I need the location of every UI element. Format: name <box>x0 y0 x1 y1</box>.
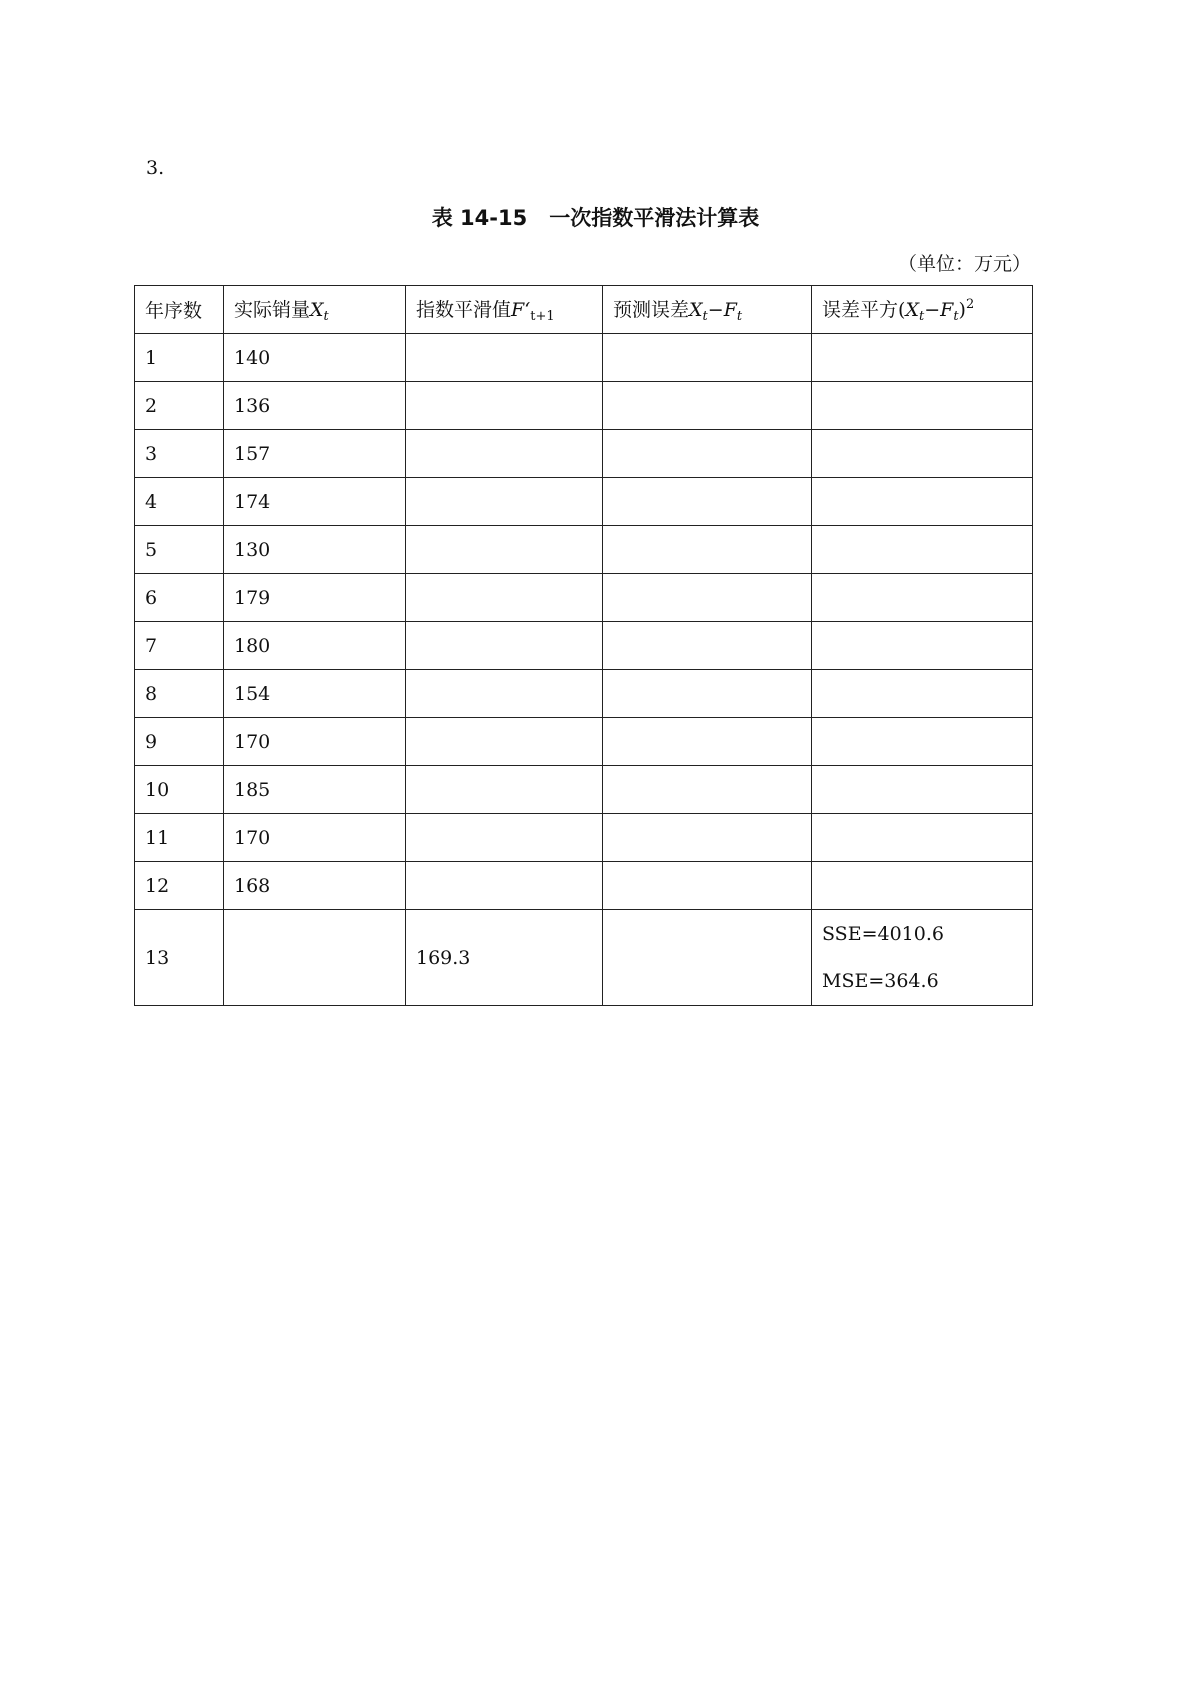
table-row <box>135 862 1033 910</box>
table-row <box>135 622 1033 670</box>
cell-year: 11 <box>135 814 224 862</box>
cell-sq-error <box>812 622 1033 670</box>
header-forecast-error: 预测误差$X_t-F_t$ <box>603 286 812 334</box>
cell-year: 4 <box>135 478 224 526</box>
table-header-row <box>135 286 1033 334</box>
header-year: 年序数 <box>135 286 224 334</box>
cell-sq-error <box>812 574 1033 622</box>
cell-year: 8 <box>135 670 224 718</box>
cell-year: 2 <box>135 382 224 430</box>
cell-sq-error <box>812 526 1033 574</box>
cell-smoothed <box>406 478 603 526</box>
table-title <box>0 202 1191 232</box>
cell-error <box>603 430 812 478</box>
header-squared-error: 误差平方$(X_t-F_t)^2$ <box>812 286 1033 334</box>
cell-smoothed <box>406 718 603 766</box>
cell-error <box>603 478 812 526</box>
cell-error <box>603 670 812 718</box>
cell-sq-error <box>812 478 1033 526</box>
table-row <box>135 670 1033 718</box>
calculation-table <box>134 285 1033 1006</box>
cell-sq-error <box>812 862 1033 910</box>
cell-year: 12 <box>135 862 224 910</box>
cell-error <box>603 622 812 670</box>
cell-sq-error <box>812 766 1033 814</box>
cell-sq-error <box>812 718 1033 766</box>
table-row <box>135 430 1033 478</box>
header-actual-sales: 实际销量$X_t$ <box>224 286 406 334</box>
cell-smoothed <box>406 862 603 910</box>
sse-value: SSE=4010.6 <box>822 922 944 945</box>
cell-actual: 180 <box>224 622 406 670</box>
cell-actual: 170 <box>224 718 406 766</box>
cell-smoothed <box>406 430 603 478</box>
mse-value: MSE=364.6 <box>822 969 939 992</box>
cell-smoothed <box>406 670 603 718</box>
cell-smoothed <box>406 334 603 382</box>
cell-error <box>603 862 812 910</box>
table-row <box>135 718 1033 766</box>
cell-error <box>603 526 812 574</box>
table-row <box>135 814 1033 862</box>
table-row <box>135 766 1033 814</box>
cell-year: 6 <box>135 574 224 622</box>
cell-sq-error <box>812 430 1033 478</box>
table-row <box>135 334 1033 382</box>
cell-smoothed <box>406 814 603 862</box>
cell-year: 10 <box>135 766 224 814</box>
table-row-summary <box>135 910 1033 1006</box>
cell-actual: 174 <box>224 478 406 526</box>
cell-smoothed <box>406 766 603 814</box>
cell-smoothed <box>406 574 603 622</box>
cell-actual: 179 <box>224 574 406 622</box>
cell-year: 5 <box>135 526 224 574</box>
cell-error <box>603 334 812 382</box>
item-number: 3. <box>146 157 165 179</box>
cell-actual: 157 <box>224 430 406 478</box>
cell-smoothed <box>406 622 603 670</box>
cell-year: 9 <box>135 718 224 766</box>
cell-actual: 136 <box>224 382 406 430</box>
cell-sq-error <box>812 670 1033 718</box>
header-smoothed-value: 指数平滑值$F‘_{t+1}$ <box>406 286 603 334</box>
cell-error <box>603 382 812 430</box>
cell-error <box>603 814 812 862</box>
cell-year: 7 <box>135 622 224 670</box>
cell-error-stats <box>812 910 1033 1006</box>
cell-actual: 130 <box>224 526 406 574</box>
table-row <box>135 574 1033 622</box>
table-title-text: 一次指数平滑法计算表 <box>549 206 760 230</box>
table-title-label: 表 14-15 <box>431 206 528 230</box>
table-row <box>135 526 1033 574</box>
cell-sq-error <box>812 814 1033 862</box>
cell-actual: 170 <box>224 814 406 862</box>
cell-actual: 185 <box>224 766 406 814</box>
cell-actual <box>224 910 406 1006</box>
cell-smoothed-forecast: 169.3 <box>406 910 603 1006</box>
table-row <box>135 382 1033 430</box>
cell-sq-error <box>812 382 1033 430</box>
cell-actual: 154 <box>224 670 406 718</box>
cell-error <box>603 910 812 1006</box>
unit-note: （单位：万元） <box>897 253 1031 275</box>
cell-year: 3 <box>135 430 224 478</box>
cell-year: 1 <box>135 334 224 382</box>
cell-smoothed <box>406 526 603 574</box>
cell-actual: 140 <box>224 334 406 382</box>
cell-smoothed <box>406 382 603 430</box>
cell-error <box>603 766 812 814</box>
cell-actual: 168 <box>224 862 406 910</box>
cell-error <box>603 718 812 766</box>
table-row <box>135 478 1033 526</box>
cell-error <box>603 574 812 622</box>
cell-year: 13 <box>135 910 224 1006</box>
cell-sq-error <box>812 334 1033 382</box>
